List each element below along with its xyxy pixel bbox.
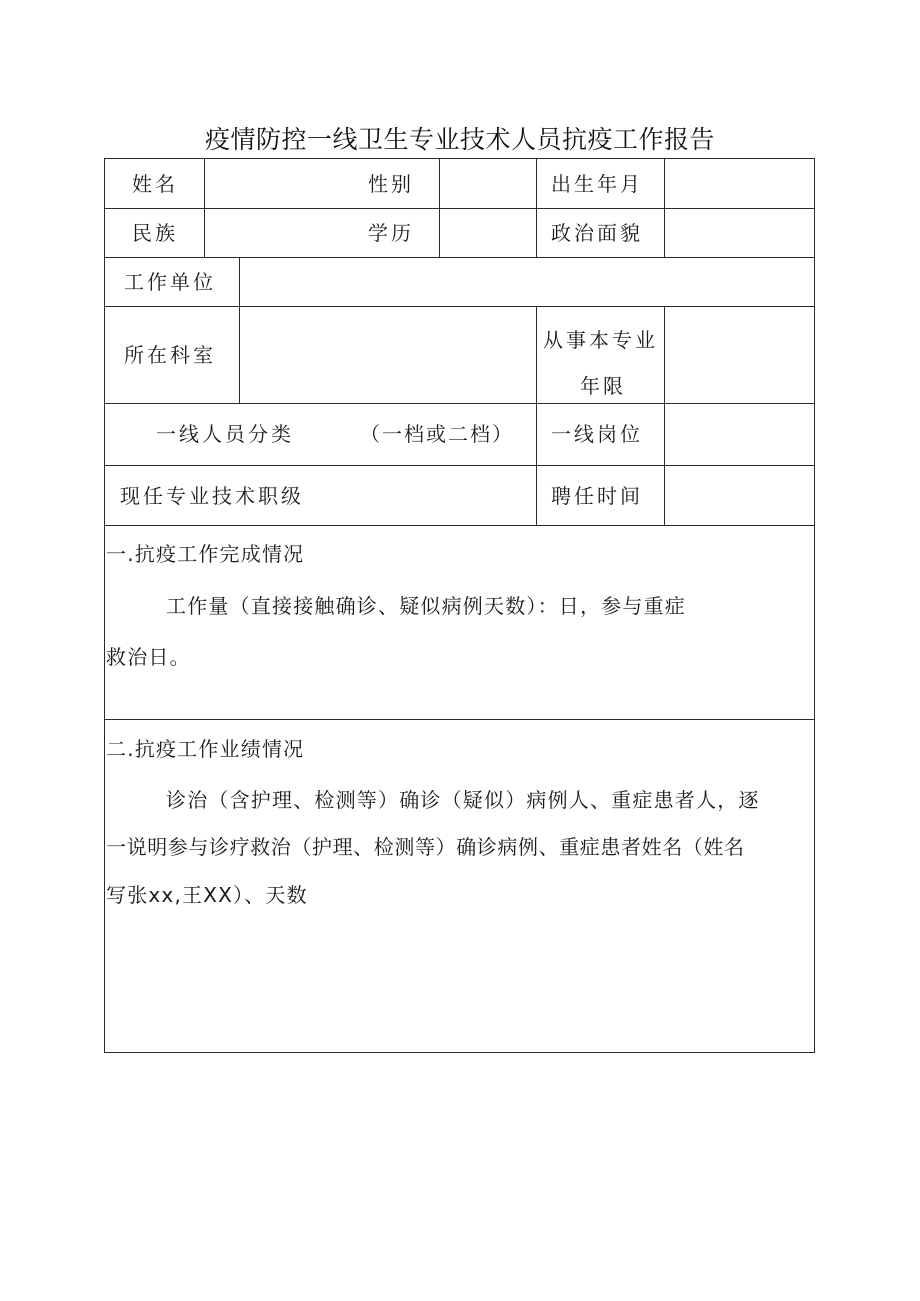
education-value[interactable] xyxy=(441,210,534,255)
row-divider xyxy=(104,465,815,466)
border-left xyxy=(104,158,105,1053)
political-status-value[interactable] xyxy=(666,210,812,255)
row-divider xyxy=(104,306,815,307)
hire-time-value[interactable] xyxy=(666,467,812,523)
birth-date-value[interactable] xyxy=(666,160,812,206)
name-value[interactable] xyxy=(206,160,356,206)
gender-value[interactable] xyxy=(441,160,534,206)
border-top xyxy=(104,158,815,159)
row-divider xyxy=(104,719,815,720)
ethnicity-value[interactable] xyxy=(206,210,356,255)
col-divider xyxy=(536,158,537,257)
col-divider xyxy=(664,403,665,525)
staff-category-hint: （一档或二档） xyxy=(360,422,514,446)
row-divider xyxy=(104,208,815,209)
section2-line2: 一说明参与诊疗救治（护理、检测等）确诊病例、重症患者姓名（姓名 xyxy=(106,835,745,859)
col-divider xyxy=(204,158,205,257)
label-gender: 性别 xyxy=(368,172,414,196)
label-hire-time: 聘任时间 xyxy=(551,484,643,508)
col-divider xyxy=(664,158,665,257)
section2-line3: 写张xx,王XX）、天数 xyxy=(106,883,308,907)
row-divider xyxy=(104,525,815,526)
work-unit-value[interactable] xyxy=(241,259,812,304)
label-work-unit: 工作单位 xyxy=(124,270,216,294)
border-right xyxy=(814,158,815,1053)
col-divider xyxy=(536,403,537,525)
section2-heading: 二.抗疫工作业绩情况 xyxy=(106,737,305,761)
col-divider xyxy=(536,306,537,403)
section1-line1: 工作量（直接接触确诊、疑似病例天数）：日，参与重症 xyxy=(166,594,686,618)
col-divider xyxy=(664,306,665,403)
row-divider xyxy=(104,257,815,258)
section2-line1: 诊治（含护理、检测等）确诊（疑似）病例人、重症患者人，逐 xyxy=(166,788,760,812)
report-form-table xyxy=(104,158,815,1053)
label-name: 姓名 xyxy=(132,172,178,196)
section1-heading: 一.抗疫工作完成情况 xyxy=(106,542,305,566)
label-education: 学历 xyxy=(368,221,414,245)
label-frontline-post: 一线岗位 xyxy=(551,422,643,446)
border-bottom xyxy=(104,1052,815,1053)
label-political-status: 政治面貌 xyxy=(551,221,643,245)
label-birth-date: 出生年月 xyxy=(551,172,643,196)
page-title: 疫情防控一线卫生专业技术人员抗疫工作报告 xyxy=(204,125,715,154)
col-divider xyxy=(239,257,240,403)
label-department: 所在科室 xyxy=(124,343,216,367)
frontline-post-value[interactable] xyxy=(666,405,812,463)
label-staff-category: 一线人员分类 xyxy=(156,422,294,446)
section1-line2: 救治日。 xyxy=(106,645,191,669)
label-years-line1: 从事本专业 xyxy=(543,328,658,352)
row-divider xyxy=(104,403,815,404)
department-value[interactable] xyxy=(241,308,534,401)
label-title-level: 现任专业技术职级 xyxy=(120,484,304,508)
years-value[interactable] xyxy=(666,308,812,401)
col-divider xyxy=(439,158,440,257)
label-years-line2: 年限 xyxy=(580,374,626,398)
label-ethnicity: 民族 xyxy=(132,221,178,245)
